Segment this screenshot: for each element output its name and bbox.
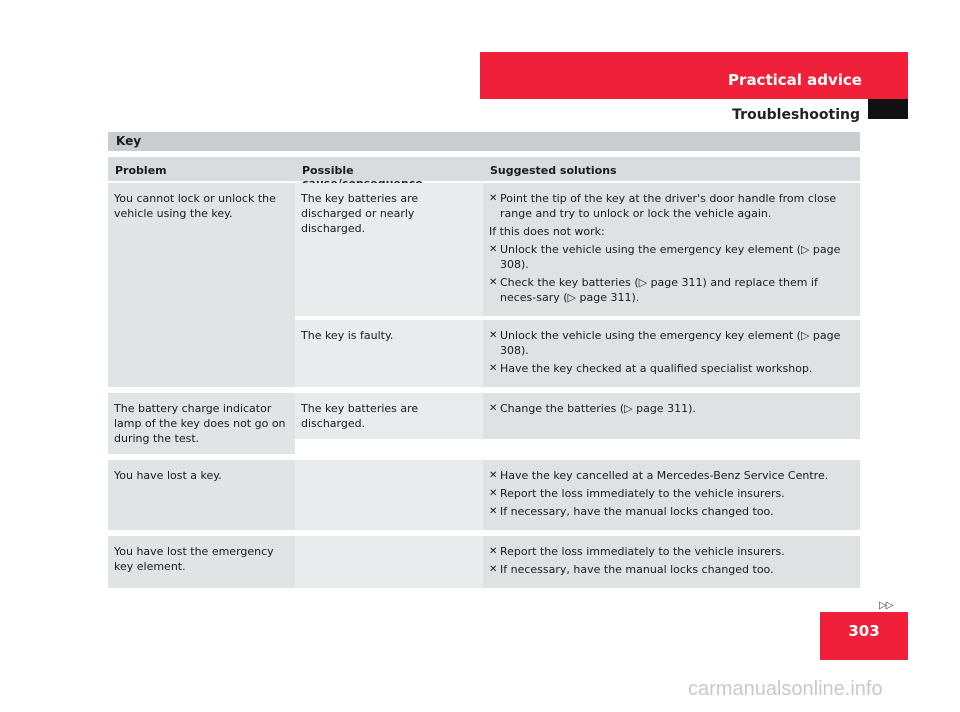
solution-step	[489, 504, 854, 519]
column-header-cause: Possible	[302, 164, 354, 177]
cause-cell	[295, 460, 483, 530]
table-title: Key	[116, 134, 142, 148]
troubleshooting-table	[108, 157, 860, 588]
solution-text: If necessary, have the manual locks changed too.	[500, 505, 774, 518]
solution-text: Point the tip of the key at the driver's door handle from close range and try to unlock or lock the vehicle again.	[500, 192, 837, 220]
solution-step	[489, 401, 854, 416]
cause-group	[295, 536, 860, 588]
solution-step	[489, 242, 854, 272]
step-marker-icon: ✕	[489, 244, 498, 255]
section-marker	[868, 99, 908, 119]
table-row	[108, 183, 860, 387]
step-marker-icon: ✕	[489, 488, 498, 499]
solution-step	[489, 328, 854, 358]
solutions-cell	[483, 460, 860, 530]
solution-note: If this does not work:	[489, 225, 605, 238]
table-row	[108, 536, 860, 588]
solution-text: If necessary, have the manual locks changed too.	[500, 563, 774, 576]
section-title: Practical advice	[728, 71, 862, 89]
solution-step	[489, 544, 854, 559]
solution-step	[489, 275, 854, 305]
watermark: carmanualsonline.info	[688, 678, 883, 700]
solution-step	[489, 468, 854, 483]
table-row	[108, 460, 860, 530]
solutions-cell	[483, 183, 860, 316]
table-header	[108, 157, 860, 181]
solution-step	[489, 486, 854, 501]
cause-group	[295, 393, 860, 454]
step-marker-icon: ✕	[489, 564, 498, 575]
cause-cell: The key batteries are discharged.	[295, 393, 483, 439]
solutions-cell	[483, 320, 860, 387]
step-marker-icon: ✕	[489, 330, 498, 341]
problem-cell: The battery charge indicator lamp of the key does not go on during the test.	[108, 393, 295, 454]
cause-cell: The key is faulty.	[295, 320, 483, 387]
problem-cell: You have lost the emergency key element.	[108, 536, 295, 588]
solution-text: Unlock the vehicle using the emergency key element (▷ page 308).	[500, 329, 841, 357]
step-marker-icon: ✕	[489, 403, 498, 414]
step-marker-icon: ✕	[489, 363, 498, 374]
solution-step	[489, 191, 854, 221]
cause-subrow	[295, 536, 860, 588]
problem-cell: You have lost a key.	[108, 460, 295, 530]
continue-marker: ▷▷	[879, 600, 893, 611]
column-header-problem: Problem	[115, 164, 167, 177]
cause-subrow	[295, 393, 860, 439]
solutions-cell	[483, 536, 860, 588]
cause-subrow	[295, 320, 860, 387]
cause-cell	[295, 536, 483, 588]
cause-cell: The key batteries are discharged or nearly discharged.	[295, 183, 483, 316]
table-title-bar	[108, 132, 860, 151]
step-marker-icon: ✕	[489, 277, 498, 288]
solution-text: Have the key cancelled at a Mercedes-Benz Service Centre.	[500, 469, 829, 482]
problem-cell: You cannot lock or unlock the vehicle using the key.	[108, 183, 295, 387]
solution-text: Have the key checked at a qualified specialist workshop.	[500, 362, 813, 375]
solutions-cell	[483, 393, 860, 439]
solution-text: Report the loss immediately to the vehicle insurers.	[500, 487, 785, 500]
table-row	[108, 393, 860, 454]
solution-text: Report the loss immediately to the vehicle insurers.	[500, 545, 785, 558]
cause-subrow	[295, 183, 860, 316]
page-number-box	[820, 612, 908, 660]
cause-group	[295, 460, 860, 530]
solution-step	[489, 361, 854, 376]
cause-subrow	[295, 460, 860, 530]
subsection-title: Troubleshooting	[732, 107, 860, 123]
solution-text: Change the batteries (▷ page 311).	[500, 402, 696, 415]
solution-step	[489, 562, 854, 577]
step-marker-icon: ✕	[489, 470, 498, 481]
column-header-solutions: Suggested solutions	[490, 164, 617, 177]
solution-text: Unlock the vehicle using the emergency key element (▷ page 308).	[500, 243, 841, 271]
step-marker-icon: ✕	[489, 546, 498, 557]
cause-group	[295, 183, 860, 387]
step-marker-icon: ✕	[489, 506, 498, 517]
section-tab	[480, 52, 908, 99]
solution-text: Check the key batteries (▷ page 311) and replace them if neces-sary (▷ page 311).	[500, 276, 818, 304]
step-marker-icon: ✕	[489, 193, 498, 204]
table-body	[108, 183, 860, 588]
page-number: 303	[848, 622, 880, 640]
